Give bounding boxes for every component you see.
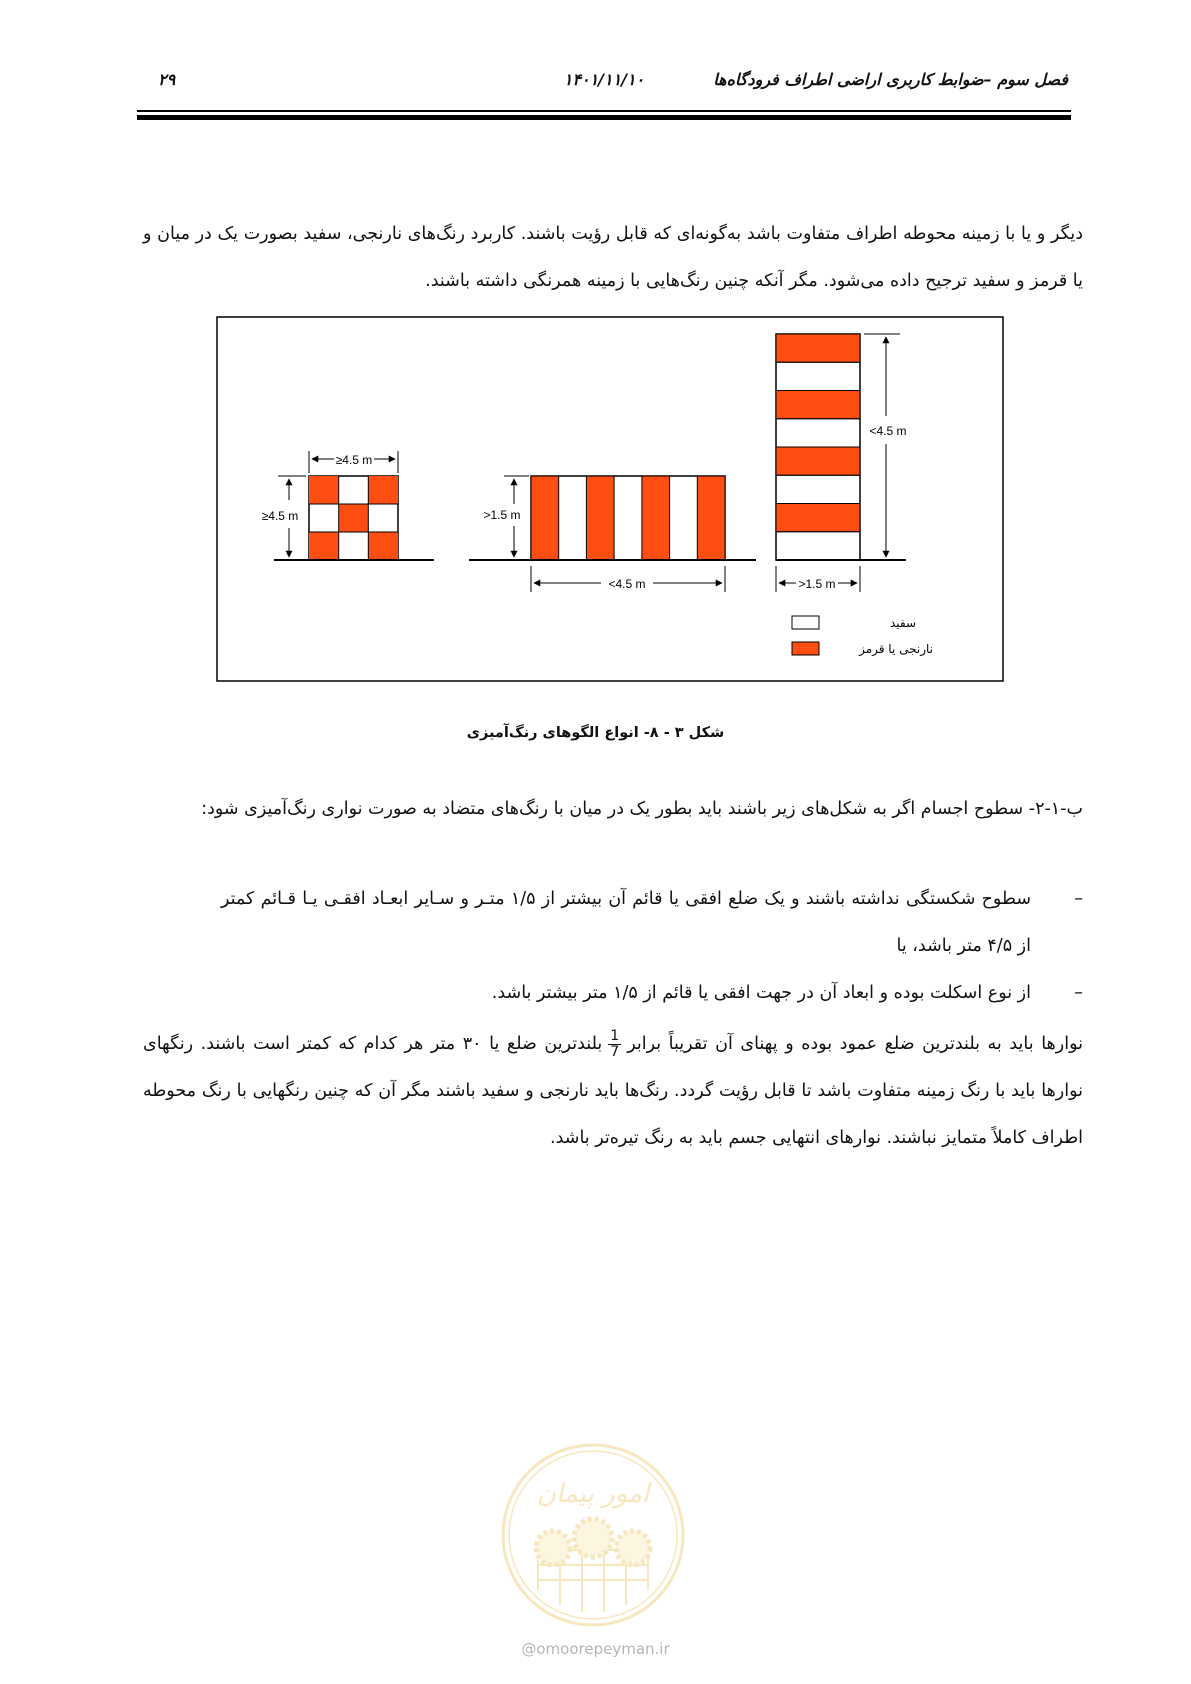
legend-label-white: سفید	[889, 616, 916, 630]
checker-width-label: ≥4.5 m	[335, 453, 373, 467]
hstripe-height-label: <4.5 m	[869, 424, 907, 438]
page-number: ۲۹	[158, 70, 176, 89]
header-date: ۱۴۰۱/۱۱/۱۰	[563, 70, 645, 89]
paragraph-1: دیگر و یا با زمینه محوطه اطراف متفاوت باشد به‌گونه‌ای که قابل رؤیت باشند. کاربرد رنگ‌های نارنجی، سفید بصورت یک در میان و یا قرمز و سفید ترجیح داده می‌شود. مگر آنکه چنین رنگ‌هایی با زمینه همرنگی داشته باشند.	[143, 224, 1083, 291]
watermark-url: @omoorepeyman.ir	[521, 1640, 670, 1658]
header-rule-thin	[137, 110, 1071, 112]
header-rule-thick	[137, 115, 1071, 120]
vstripe-height-label: >1.5 m	[483, 508, 521, 522]
legend-swatch-white	[792, 616, 819, 629]
legend-swatch-orange	[792, 642, 819, 655]
color-pattern-figure	[216, 316, 1004, 682]
paragraph-3-end: بلندترین ضلع یا ۳۰ متر هر کدام که کمتر است باشند. رنگهای نوارها باید با رنگ زمینه متفاوت باشد تا قابل رؤیت گردد. رنگ‌ها باید نارنجی و سفید باشند مگر آن که چنین رنگهایی با رنگ محوطه اطراف کاملاً متمایز نباشند. نوارهای انتهایی جسم باید به رنگ تیره‌تر باشد.	[143, 1034, 1083, 1148]
paragraph-2: ب-۱-۲- سطوح اجسام اگر به شکل‌های زیر باشند باید بطور یک در میان با رنگ‌های متضاد به صورت نواری رنگ‌آمیزی شود:	[201, 799, 1083, 819]
watermark-logo-text: امور پیمان	[536, 1479, 650, 1509]
legend-label-orange: نارنجی یا قرمز	[859, 642, 933, 656]
figure-caption: شکل ۳ - ۸- انواع الگوهای رنگ‌آمیزی	[466, 725, 725, 741]
fraction-one-seventh: $\frac{1}{7}$	[610, 1027, 620, 1060]
vstripe-width-label: <4.5 m	[608, 577, 646, 591]
list-bullet: –	[1074, 889, 1083, 909]
hstripe-width-label: >1.5 m	[798, 577, 836, 591]
list-item: سطوح شکستگی نداشته باشند و یک ضلع افقی یا قائم آن بیشتر از ۱/۵ متـر و سـایر ابعـاد افقـی یـا قـائم کمتر از ۴/۵ متر باشد، یا	[221, 889, 1031, 956]
list-bullet: –	[1074, 983, 1083, 1003]
chapter-title: فصل سوم –ضوابط کاربری اراضی اطراف فرودگاه‌ها	[713, 70, 1068, 89]
watermark-logo	[498, 1440, 688, 1630]
paragraph-3	[143, 1021, 1083, 1162]
page-header	[140, 70, 1068, 96]
list-item: از نوع اسکلت بوده و ابعاد آن در جهت افقی یا قائم از ۱/۵ متر بیشتر باشد.	[491, 983, 1031, 1003]
paragraph-3-start: نوارها باید به بلندترین ضلع عمود بوده و پهنای آن تقریباً برابر	[627, 1034, 1083, 1054]
checker-height-label: ≥4.5 m	[261, 509, 299, 523]
